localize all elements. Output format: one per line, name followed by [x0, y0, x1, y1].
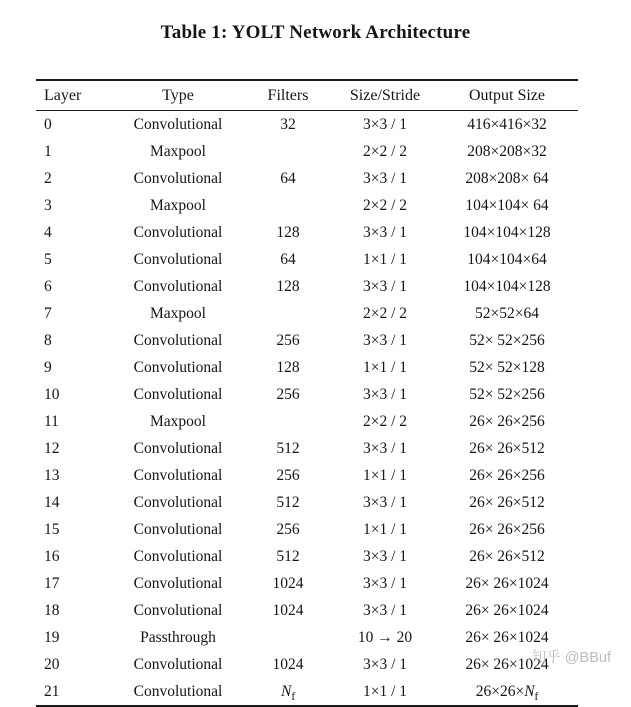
table-row [36, 570, 578, 597]
cell-filters: 256 [276, 385, 300, 403]
cell-size-stride: 3×3 / 1 [362, 331, 408, 349]
cell-layer: 17 [44, 574, 60, 592]
cell-layer: 10 [44, 385, 60, 403]
cell-output-size: 26× 26×1024 [465, 574, 549, 592]
cell-layer: 3 [44, 196, 52, 214]
cell-output-size: 104×104×64 [467, 250, 547, 268]
cell-type: Convolutional [133, 547, 223, 565]
cell-filters: 256 [276, 466, 300, 484]
header-size-stride: Size/Stride [334, 80, 436, 111]
cell-output-size: 104×104×128 [463, 223, 551, 241]
cell-layer: 8 [44, 331, 52, 349]
cell-type: Convolutional [114, 678, 242, 706]
cell-filters: 64 [280, 169, 296, 187]
cell-size-stride: 1×1 / 1 [362, 250, 408, 268]
cell-filters: 256 [276, 331, 300, 349]
header-row [36, 80, 578, 111]
cell-type: Convolutional [133, 439, 223, 457]
table-row [36, 651, 578, 678]
header-layer: Layer [36, 80, 114, 111]
cell-filters: 128 [276, 223, 300, 241]
cell-filters: 1024 [272, 655, 304, 673]
cell-size-stride: 3×3 / 1 [362, 601, 408, 619]
cell-type: Maxpool [150, 412, 206, 430]
cell-filters: 128 [276, 358, 300, 376]
cell-output-size: $26\times 26\times N_f$ [436, 678, 578, 706]
cell-output-size: 26× 26×1024 [465, 601, 549, 619]
cell-type: Convolutional [133, 169, 223, 187]
cell-output-size: 52×52×64 [475, 304, 539, 322]
cell-output-size: 26× 26×256 [469, 520, 545, 538]
table-row [36, 219, 578, 246]
table-row [36, 246, 578, 273]
cell-size-stride: 2×2 / 2 [362, 196, 408, 214]
table-body [36, 111, 578, 707]
cell-filters: 1024 [272, 601, 304, 619]
cell-type: Convolutional [133, 601, 223, 619]
cell-layer: 14 [44, 493, 60, 511]
cell-size-stride: 2×2 / 2 [362, 142, 408, 160]
cell-layer: 12 [44, 439, 60, 457]
cell-layer: 5 [44, 250, 52, 268]
table-row [36, 192, 578, 219]
table-caption: Table 1: YOLT Network Architecture [160, 22, 471, 43]
table-row [36, 354, 578, 381]
cell-layer: 6 [44, 277, 52, 295]
cell-size-stride: 1×1 / 1 [362, 358, 408, 376]
table-row [36, 327, 578, 354]
cell-size-stride: 3×3 / 1 [362, 493, 408, 511]
cell-size-stride: 3×3 / 1 [362, 547, 408, 565]
cell-output-size: 26× 26×512 [469, 547, 545, 565]
cell-layer: 18 [44, 601, 60, 619]
cell-filters [242, 192, 334, 219]
cell-size-stride: 3×3 / 1 [362, 277, 408, 295]
cell-filters: $N_f$ [242, 678, 334, 706]
table-row [36, 408, 578, 435]
cell-output-size: 104×104× 64 [465, 196, 549, 214]
cell-output-size: 104×104×128 [463, 277, 551, 295]
cell-output-size: 52× 52×256 [469, 385, 545, 403]
table-row [36, 462, 578, 489]
cell-output-size: 52× 52×256 [469, 331, 545, 349]
cell-type: Convolutional [133, 493, 223, 511]
cell-filters: 256 [276, 520, 300, 538]
cell-type: Convolutional [133, 277, 223, 295]
table-row [36, 300, 578, 327]
cell-type: Convolutional [133, 574, 223, 592]
cell-output-size: 26× 26×512 [469, 439, 545, 457]
cell-layer: 16 [44, 547, 60, 565]
cell-filters [242, 138, 334, 165]
cell-size-stride: 3×3 / 1 [362, 385, 408, 403]
cell-filters: 512 [276, 493, 300, 511]
cell-type: Convolutional [133, 331, 223, 349]
cell-layer: 7 [44, 304, 52, 322]
cell-layer: 20 [44, 655, 60, 673]
table-row [36, 435, 578, 462]
cell-size-stride: 3×3 / 1 [362, 574, 408, 592]
cell-output-size: 416×416×32 [467, 115, 547, 133]
table-row [36, 678, 578, 706]
cell-size-stride: 2×2 / 2 [362, 304, 408, 322]
cell-size-stride: 10 → 20 [357, 628, 413, 646]
cell-type: Convolutional [133, 466, 223, 484]
cell-filters [242, 300, 334, 327]
cell-filters: 512 [276, 439, 300, 457]
cell-layer: 11 [44, 412, 59, 430]
table-row [36, 138, 578, 165]
cell-output-size: 26× 26×256 [469, 466, 545, 484]
cell-type: Convolutional [133, 115, 223, 133]
cell-layer: 2 [44, 169, 52, 187]
table-row [36, 381, 578, 408]
cell-layer: 9 [44, 358, 52, 376]
cell-size-stride: 1×1 / 1 [362, 466, 408, 484]
cell-filters [242, 408, 334, 435]
cell-type: Maxpool [150, 304, 206, 322]
cell-size-stride: 1×1 / 1 [334, 678, 436, 706]
cell-output-size: 26× 26×1024 [465, 655, 549, 673]
watermark: 知乎 @BBuf [531, 650, 611, 666]
cell-filters: 128 [276, 277, 300, 295]
cell-type: Convolutional [133, 520, 223, 538]
cell-filters: 32 [280, 115, 296, 133]
cell-type: Maxpool [150, 196, 206, 214]
cell-filters: 512 [276, 547, 300, 565]
cell-size-stride: 3×3 / 1 [362, 169, 408, 187]
cell-output-size: 26× 26×1024 [465, 628, 549, 646]
cell-layer: 19 [44, 628, 60, 646]
header-output-size: Output Size [436, 80, 578, 111]
cell-layer: 21 [36, 678, 114, 706]
cell-layer: 1 [44, 142, 52, 160]
header-filters: Filters [242, 80, 334, 111]
cell-type: Convolutional [133, 655, 223, 673]
cell-type: Convolutional [133, 223, 223, 241]
cell-type: Convolutional [133, 358, 223, 376]
cell-layer: 13 [44, 466, 60, 484]
cell-type: Maxpool [150, 142, 206, 160]
table-row [36, 111, 578, 139]
table-row [36, 165, 578, 192]
cell-size-stride: 3×3 / 1 [362, 223, 408, 241]
table-row [36, 516, 578, 543]
cell-filters: 64 [280, 250, 296, 268]
table-row [36, 543, 578, 570]
cell-size-stride: 2×2 / 2 [362, 412, 408, 430]
cell-layer: 4 [44, 223, 52, 241]
cell-layer: 15 [44, 520, 60, 538]
cell-output-size: 208×208×32 [467, 142, 547, 160]
table-row [36, 489, 578, 516]
table-row [36, 597, 578, 624]
cell-output-size: 26× 26×256 [469, 412, 545, 430]
header-type: Type [114, 80, 242, 111]
table-row [36, 273, 578, 300]
cell-output-size: 52× 52×128 [469, 358, 545, 376]
yolt-architecture-table [36, 79, 578, 707]
cell-type: Convolutional [133, 385, 223, 403]
cell-filters: 1024 [272, 574, 304, 592]
cell-output-size: 208×208× 64 [465, 169, 549, 187]
cell-type: Convolutional [133, 250, 223, 268]
cell-size-stride: 1×1 / 1 [362, 520, 408, 538]
cell-size-stride: 3×3 / 1 [362, 115, 408, 133]
cell-output-size: 26× 26×512 [469, 493, 545, 511]
cell-type: Passthrough [140, 628, 216, 646]
cell-filters [242, 624, 334, 651]
cell-layer: 0 [44, 115, 52, 133]
cell-size-stride: 3×3 / 1 [362, 439, 408, 457]
table-row [36, 624, 578, 651]
cell-size-stride: 3×3 / 1 [362, 655, 408, 673]
